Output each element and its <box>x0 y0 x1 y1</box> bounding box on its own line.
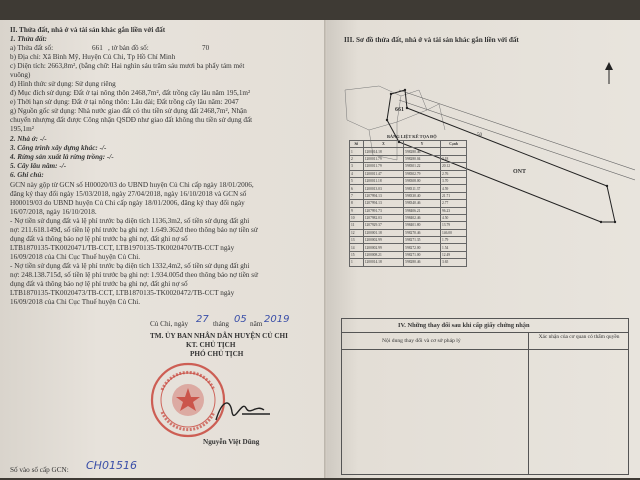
table-cell: 598270.46 <box>404 229 441 236</box>
table-cell: 598340.46 <box>404 200 441 207</box>
note-line: 16/09/2018 của Chi Cục Thuế huyện Củ Chi. <box>10 298 141 306</box>
table-cell: 1207929.37 <box>363 222 403 229</box>
table-row <box>350 214 467 221</box>
table-cell: 1 <box>350 148 364 155</box>
table-cell: 598280.04 <box>404 155 441 162</box>
table-cell: 1.79 <box>441 237 467 244</box>
table-cell: 2.77 <box>441 200 467 207</box>
table-cell: 598301.22 <box>404 163 441 170</box>
date-year: 2019 <box>264 314 290 325</box>
table-header-cell: Số <box>350 141 364 148</box>
table-cell: 14 <box>350 244 364 251</box>
table-cell: 1207991.73 <box>363 207 403 214</box>
construction-heading: 3. Công trình xây dựng khác: -/- <box>10 144 107 152</box>
map-sheet-label: , tờ bản đồ số: <box>108 44 149 52</box>
table-row <box>350 148 467 155</box>
table-cell: 1200008.21 <box>363 251 403 258</box>
perennial-heading: 5. Cây lâu năm: -/- <box>10 162 67 170</box>
note-line: đăng ký thay đổi ngày 15/03/2018, ngày 27/04/2018, ngày 16/10/2018 và GCN số <box>10 190 247 198</box>
table-cell: 2 <box>350 155 364 162</box>
table-cell: 1200002.99 <box>363 237 403 244</box>
kt-title: KT. CHỦ TỊCH <box>186 341 236 349</box>
table-cell: 5 <box>350 177 364 184</box>
table-header-row <box>350 141 467 148</box>
width-label: 50 <box>477 133 482 138</box>
changes-column-divider <box>528 332 529 474</box>
note-line: LTB1870135-TK0020471/TB-CCT, LTB1970135-TK0020470/TB-CCT ngày <box>10 244 235 252</box>
table-row <box>350 244 467 251</box>
date-prefix: Củ Chi, ngày <box>150 320 189 328</box>
table-cell: 598302.79 <box>404 170 441 177</box>
table-row <box>350 163 467 170</box>
address: b) Địa chỉ: Xã Bình Mỹ, Huyện Củ Chi, Tp Hồ Chí Minh <box>10 53 176 61</box>
table-row <box>350 192 467 199</box>
note-line: dụng đất và thông báo nợ lệ phí trước bạ ghi nợ, đất ghi nợ số <box>10 280 188 288</box>
table-cell: 12.49 <box>441 251 467 258</box>
table-row <box>350 170 467 177</box>
note-line: - Nợ tiền sử dụng đất và lệ phí trước bạ diện tích 1136,3m2, số tiền sử dụng đất ghi <box>10 217 250 225</box>
note-line: 16/09/2018 của Chi Cục Thuế huyện Củ Chi. <box>10 253 141 261</box>
forest-heading: 4. Rừng sản xuất là rừng trồng: -/- <box>10 153 114 161</box>
table-cell: 1 <box>350 259 364 266</box>
area-line-1: c) Diện tích: 2663,8m², (bằng chữ: Hai nghìn sáu trăm sáu mươi ba phẩy tám mét <box>10 62 245 70</box>
parcel-number: 661 <box>92 44 103 52</box>
table-cell: 4 <box>350 170 364 177</box>
note-line: GCN này gộp từ GCN số H00020/03 do UBND huyện Củ Chi cấp ngày 18/01/2006, <box>10 181 254 189</box>
table-cell: 7 <box>350 192 364 199</box>
note-line: H00019/03 do UBND huyện Củ Chi cấp ngày 18/01/2006, đăng ký thay đổi ngày <box>10 199 245 207</box>
table-cell: 598271.00 <box>404 251 441 258</box>
date-day: 27 <box>196 314 209 325</box>
coordinate-table-body <box>350 148 467 266</box>
table-row <box>350 207 467 214</box>
role-title: PHÓ CHỦ TỊCH <box>190 350 244 358</box>
usage-purpose: đ) Mục đích sử dụng: Đất ở tại nông thôn 2468,7m², đất trồng cây lâu năm 195,1m² <box>10 89 251 97</box>
right-page <box>327 20 640 478</box>
table-header-cell: X <box>363 141 403 148</box>
table-cell: 1207982.03 <box>363 214 403 221</box>
usage-form: d) Hình thức sử dụng: Sử dụng riêng <box>10 80 116 88</box>
parcel-heading: 1. Thửa đất: <box>10 35 47 43</box>
table-cell: 598280.46 <box>404 148 441 155</box>
table-cell: 1207994.13 <box>363 200 403 207</box>
origin-line-1: g) Nguồn gốc sử dụng: Nhà nước giao đất có thu tiền sử dụng đất 2468,7m², Nhận <box>10 107 247 115</box>
table-cell: 4.50 <box>441 214 467 221</box>
table-row <box>350 259 467 266</box>
table-cell: 6 <box>350 185 364 192</box>
parcel-label: 661 <box>395 107 404 113</box>
table-cell: 4.59 <box>441 185 467 192</box>
table-cell: 598330.40 <box>404 192 441 199</box>
table-cell: 96.23 <box>441 207 467 214</box>
table-cell: 13.79 <box>441 222 467 229</box>
table-cell: 3 <box>350 163 364 170</box>
left-page <box>0 20 327 478</box>
house-heading: 2. Nhà ở: -/- <box>10 135 47 143</box>
table-header-cell: Cạnh <box>441 141 467 148</box>
table-header-cell: Y <box>404 141 441 148</box>
table-cell: 21.71 <box>441 192 467 199</box>
table-cell: 598272.00 <box>404 244 441 251</box>
table-cell: 1200011.79 <box>363 163 403 170</box>
table-cell: 598280.46 <box>404 259 441 266</box>
table-cell: 1.54 <box>441 244 467 251</box>
note-line: 16/07/2018, ngày 16/10/2018. <box>10 208 97 216</box>
coordinate-table <box>349 140 467 267</box>
table-cell: 1200011.79 <box>363 155 403 162</box>
changes-title: IV. Những thay đổi sau khi cấp giấy chứng nhận <box>398 322 530 329</box>
signer-name: Nguyễn Việt Dũng <box>203 438 260 446</box>
section-title: II. Thửa đất, nhà ở và tài sản khác gắn liền với đất <box>10 26 166 34</box>
changes-divider <box>342 332 628 333</box>
note-line: dụng đất và thông báo nợ lệ phí trước bạ ghi nợ, đất ghi nợ số <box>10 235 188 243</box>
table-cell: 20.12 <box>441 163 467 170</box>
table-cell: 1200001.18 <box>363 229 403 236</box>
table-cell: 15 <box>350 251 364 258</box>
table-cell: 598402.46 <box>404 214 441 221</box>
table-cell: 598308.00 <box>404 177 441 184</box>
authority: TM. ỦY BAN NHÂN DÂN HUYỆN CỦ CHI <box>150 332 288 340</box>
table-cell: 1207994.13 <box>363 192 403 199</box>
note-line: nợ: 248.138.715đ, số tiền lệ phí trước bạ ghi nợ: 1.934.005đ theo thông báo nợ tiền sử <box>10 271 258 279</box>
table-cell: 598271.35 <box>404 237 441 244</box>
road-label: ONT <box>513 169 527 175</box>
map-section-title: III. Sơ đồ thửa đất, nhà ở và tài sản khác gắn liền với đất <box>344 36 519 44</box>
table-cell: 13 <box>350 237 364 244</box>
table-cell: 1200014.18 <box>363 148 403 155</box>
table-cell: 1200011.18 <box>363 177 403 184</box>
table-cell: 598406.21 <box>404 207 441 214</box>
note-line: - Nợ tiền sử dụng đất và lệ phí trước bạ diện tích 1332,4m2, số tiền sử dụng đất ghi <box>10 262 250 270</box>
signature-icon <box>212 390 282 430</box>
table-cell: 2.76 <box>441 170 467 177</box>
area-line-2: vuông) <box>10 71 31 79</box>
table-row <box>350 251 467 258</box>
table-cell: 1200014.18 <box>363 259 403 266</box>
registry-number: CH01516 <box>86 459 137 472</box>
changes-header-divider <box>342 349 628 350</box>
table-cell: 598401.80 <box>404 222 441 229</box>
table-cell: 8 <box>350 200 364 207</box>
changes-box <box>341 318 629 475</box>
table-cell: 3.70 <box>441 177 467 184</box>
table-cell: 9 <box>350 207 364 214</box>
table-cell: 11 <box>350 222 364 229</box>
notes-heading: 6. Ghi chú: <box>10 171 44 179</box>
table-cell: 12 <box>350 229 364 236</box>
table-row <box>350 155 467 162</box>
note-line: nợ: 211.618.149đ, số tiền lệ phí trước bạ ghi nợ: 1.649.362đ theo thông báo nợ tiền sử <box>10 226 258 234</box>
table-cell: 3.65 <box>441 259 467 266</box>
origin-line-3: 195,1m² <box>10 125 34 133</box>
origin-line-2: chuyển nhượng đất được Công nhận QSDĐ như giao đất không thu tiền sử dụng đất <box>10 116 253 124</box>
usage-term: e) Thời hạn sử dụng: Đất ở tại nông thôn: Lâu dài; Đất trồng cây lâu năm: 2047 <box>10 98 239 106</box>
date-month: 05 <box>234 314 247 325</box>
table-row <box>350 200 467 207</box>
table-row <box>350 177 467 184</box>
table-row <box>350 229 467 236</box>
parcel-number-label: a) Thửa đất số: <box>10 44 54 52</box>
table-cell: 3.18 <box>441 155 467 162</box>
table-cell: 10 <box>350 214 364 221</box>
table-row <box>350 185 467 192</box>
map-sheet-number: 70 <box>202 44 210 52</box>
date-month-label: tháng <box>213 320 229 328</box>
table-cell: 1200002.99 <box>363 244 403 251</box>
table-cell: 146.00 <box>441 229 467 236</box>
table-cell <box>441 148 467 155</box>
registry-label: Số vào sổ cấp GCN: <box>10 466 69 474</box>
table-row <box>350 237 467 244</box>
table-cell: 1200013.03 <box>363 185 403 192</box>
coord-table-title: BẢNG LIỆT KÊ TỌA ĐỘ <box>387 134 437 139</box>
changes-col2-header: Xác nhận của cơ quan có thẩm quyền <box>538 334 620 340</box>
table-cell: 598311.37 <box>404 185 441 192</box>
changes-col1-header: Nội dung thay đổi và cơ sở pháp lý <box>382 338 461 344</box>
table-cell: 1200011.47 <box>363 170 403 177</box>
table-row <box>350 222 467 229</box>
date-year-label: năm <box>250 320 263 328</box>
note-line: LTB1870135-TK0020473/TB-CCT, LTB1870135-TK0020472/TB-CCT ngày <box>10 289 235 297</box>
